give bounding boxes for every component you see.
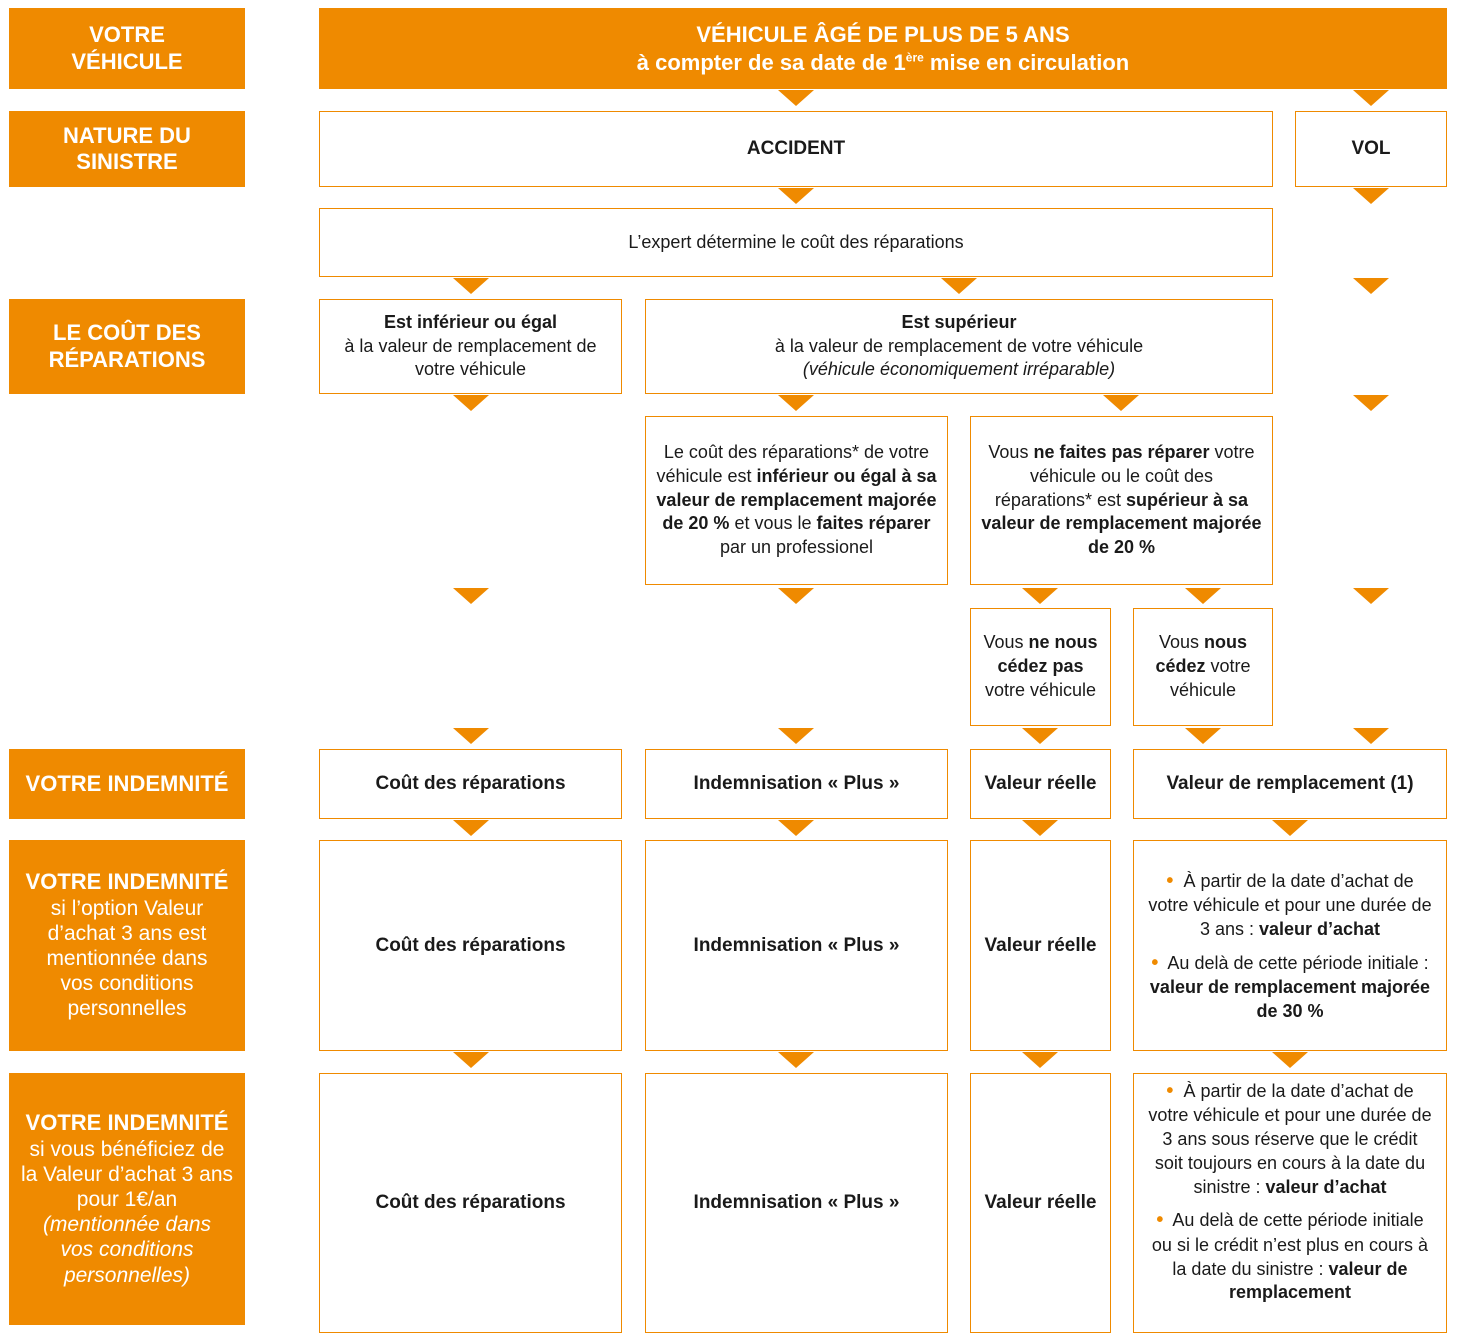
label-votre-vehicule-text: VOTRE VÉHICULE — [71, 22, 183, 74]
arrow-down-icon — [941, 278, 977, 294]
arrow-down-icon — [1353, 728, 1389, 744]
arrow-down-icon — [1353, 278, 1389, 294]
label-indemnite-beneficiez-sub: si vous bénéficiez de la Valeur d’achat 3 ans pour 1€/an — [20, 1137, 234, 1211]
cout-inferieur-title: Est inférieur ou égal — [383, 311, 558, 332]
box-ne-cedez-pas — [970, 608, 1111, 726]
arrow-down-icon — [778, 1052, 814, 1068]
arrow-down-icon — [1353, 395, 1389, 411]
box-expert — [319, 208, 1273, 277]
arrow-down-icon — [778, 395, 814, 411]
arrow-down-icon — [1185, 588, 1221, 604]
indemnite-valeur-remplacement: Valeur de remplacement (1) — [1133, 749, 1447, 819]
arrow-down-icon — [1353, 90, 1389, 106]
arrow-down-icon — [1022, 820, 1058, 836]
label-votre-vehicule — [9, 8, 245, 89]
option-bullet-2: • Au delà de cette période initiale : valeur de remplacement majorée de 30 % — [1149, 951, 1431, 1021]
arrow-down-icon — [453, 1052, 489, 1068]
label-cout-reparations-text: LE COÛT DES RÉPARATIONS — [48, 320, 206, 372]
label-indemnite-beneficiez — [9, 1073, 245, 1325]
ne-cedez-pas-text: Vous ne nous cédez pas votre véhicule — [983, 632, 1098, 700]
option-cout-reparations: Coût des réparations — [319, 840, 622, 1051]
label-indemnite-option — [9, 840, 245, 1051]
bullet-icon: • — [1166, 1080, 1174, 1102]
expert-text: L’expert détermine le coût des réparations — [628, 231, 964, 252]
benef-valeur-achat — [1133, 1073, 1447, 1333]
box-condition-reparer — [645, 416, 948, 585]
cout-superieur-title: Est supérieur — [901, 311, 1017, 332]
arrow-down-icon — [1353, 188, 1389, 204]
arrow-down-icon — [1022, 728, 1058, 744]
label-nature-sinistre — [9, 111, 245, 187]
accident-text: ACCIDENT — [746, 138, 846, 160]
benef-cout-reparations: Coût des réparations — [319, 1073, 622, 1333]
label-votre-indemnite — [9, 749, 245, 819]
benef-bullet-2: • Au delà de cette période initiale ou si le crédit n’est plus en cours à la date du sinistre : valeur de remplacement — [1151, 1209, 1429, 1303]
benef-valeur-reelle: Valeur réelle — [970, 1073, 1111, 1333]
arrow-down-icon — [1185, 728, 1221, 744]
arrow-down-icon — [778, 588, 814, 604]
bullet-icon: • — [1151, 951, 1159, 974]
arrow-down-icon — [1022, 1052, 1058, 1068]
label-indemnite-beneficiez-italic: (mentionnée dans vos conditions personnelles) — [42, 1213, 212, 1287]
label-indemnite-beneficiez-title: VOTRE INDEMNITÉ — [25, 1110, 229, 1136]
condition-ne-pas-reparer-text: Vous ne faites pas réparer votre véhicule ou le coût des réparations* est supérieur à sa valeur de remplacement majorée de 20 % — [981, 442, 1262, 558]
label-votre-indemnite-text: VOTRE INDEMNITÉ — [25, 770, 229, 796]
label-indemnite-option-sub: si l’option Valeur d’achat 3 ans est mentionnée dans vos conditions personnelles — [46, 896, 208, 1021]
cout-inferieur-text: à la valeur de remplacement de votre véhicule — [344, 335, 597, 380]
arrow-down-icon — [1272, 820, 1308, 836]
header-line1: VÉHICULE ÂGÉ DE PLUS DE 5 ANS — [696, 22, 1070, 47]
arrow-down-icon — [1272, 1052, 1308, 1068]
label-cout-reparations — [9, 299, 245, 394]
box-cout-inferieur — [319, 299, 622, 394]
header-vehicule-plus-5-ans — [319, 8, 1447, 89]
arrow-down-icon — [453, 588, 489, 604]
arrow-down-icon — [778, 728, 814, 744]
option-valeur-achat — [1133, 840, 1447, 1051]
option-indemnisation-plus: Indemnisation « Plus » — [645, 840, 948, 1051]
arrow-down-icon — [778, 188, 814, 204]
label-indemnite-option-title: VOTRE INDEMNITÉ — [25, 869, 229, 895]
arrow-down-icon — [1022, 588, 1058, 604]
header-line2: à compter de sa date de 1ère mise en circulation — [636, 49, 1130, 75]
option-valeur-reelle: Valeur réelle — [970, 840, 1111, 1051]
cout-superieur-italic: (véhicule économiquement irréparable) — [802, 359, 1116, 380]
cout-superieur-text: à la valeur de remplacement de votre véhicule — [774, 335, 1144, 356]
box-condition-ne-pas-reparer — [970, 416, 1273, 585]
vol-text: VOL — [1351, 138, 1391, 160]
arrow-down-icon — [778, 820, 814, 836]
box-accident — [319, 111, 1273, 187]
arrow-down-icon — [453, 395, 489, 411]
arrow-down-icon — [453, 728, 489, 744]
box-vol — [1295, 111, 1447, 187]
benef-bullet-1: • À partir de la date d’achat de votre véhicule et pour une durée de 3 ans sous réserve que le crédit soit toujours en cours à la date du sinistre : valeur d’achat — [1148, 1080, 1432, 1197]
label-nature-sinistre-text: NATURE DU SINISTRE — [63, 122, 191, 174]
indemnite-plus: Indemnisation « Plus » — [645, 749, 948, 819]
box-cedez — [1133, 608, 1273, 726]
arrow-down-icon — [1103, 395, 1139, 411]
arrow-down-icon — [1353, 588, 1389, 604]
benef-indemnisation-plus: Indemnisation « Plus » — [645, 1073, 948, 1333]
box-cout-superieur — [645, 299, 1273, 394]
bullet-icon: • — [1166, 869, 1174, 892]
condition-reparer-text: Le coût des réparations* de votre véhicule est inférieur ou égal à sa valeur de remplacement majorée de 20 % et vous le faites réparer par un professionel — [656, 442, 937, 558]
option-bullet-1: • À partir de la date d’achat de votre véhicule et pour une durée de 3 ans : valeur d’achat — [1148, 869, 1432, 939]
arrow-down-icon — [453, 278, 489, 294]
arrow-down-icon — [778, 90, 814, 106]
cedez-text: Vous nous cédez votre véhicule — [1155, 632, 1251, 700]
arrow-down-icon — [453, 820, 489, 836]
indemnite-valeur-reelle: Valeur réelle — [970, 749, 1111, 819]
bullet-icon: • — [1156, 1209, 1164, 1232]
indemnite-cout-reparations: Coût des réparations — [319, 749, 622, 819]
